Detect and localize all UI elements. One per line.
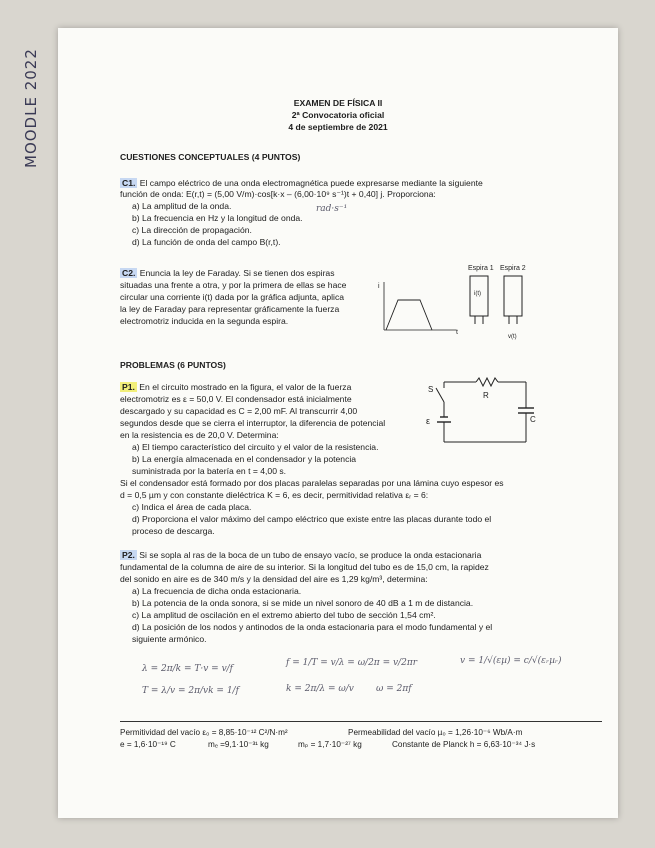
p1-tag: P1. [122, 382, 135, 392]
switch-label: S [428, 385, 434, 394]
p1-line5: en la resistencia es de 20,0 V. Determina: [120, 430, 279, 440]
espira1-label: Espira 1 [468, 265, 494, 272]
p2-item-c: c) La amplitud de oscilación en el extremo abierto del tubo de sección 1,54 cm². [132, 610, 436, 620]
section-heading-problemas: PROBLEMAS (6 PUNTOS) [120, 360, 226, 370]
c1-item-c: c) La dirección de propagación. [132, 225, 252, 235]
p1-item-b-cont: suministrada por la batería en t = 4,00 s. [132, 466, 287, 476]
handwritten-formula: f = 1/T = v/λ = ω/2π = v/2πr [286, 658, 418, 668]
switch [436, 388, 444, 402]
c1-line1: C1. El campo eléctrico de una onda electromagnética puede expresarse mediante la siguiente [122, 178, 483, 188]
p1-line1: P1. En el circuito mostrado en la figura, el valor de la fuerza [122, 382, 352, 392]
c1-annotation: rad·s⁻¹ [316, 204, 348, 214]
c1-line2: función de onda: E(r,t) = (5,00 V/m)·cos[k·x – (6,00·10⁹ s⁻¹)t + 0,40] j. Proporciona: [120, 189, 436, 199]
espira2 [504, 276, 522, 316]
c1-item-b: b) La frecuencia en Hz y la longitud de onda. [132, 213, 303, 223]
p2-line1: P2. Si se sopla al ras de la boca de un tubo de ensayo vacío, se produce la onda estacionaria [122, 550, 482, 560]
exam-date: 4 de septiembre de 2021 [288, 122, 388, 132]
constant-electron-mass: mₑ =9,1·10⁻³¹ kg [208, 740, 269, 749]
p1-item-c: c) Indica el área de cada placa. [132, 502, 252, 512]
p2-line2: fundamental de la columna de aire de su interior. Si la longitud del tubo es de 15,0 cm, la rapidez [120, 562, 489, 572]
p1-item-d-cont: proceso de descarga. [132, 526, 215, 536]
c2-line1: C2. Enuncia la ley de Faraday. Si se tienen dos espiras [122, 268, 335, 278]
resistor-label: R [483, 391, 489, 400]
constant-planck: Constante de Planck h = 6,63·10⁻³⁴ J·s [392, 740, 536, 749]
c2-figure [376, 260, 560, 344]
exam-subtitle: 2ª Convocatoria oficial [291, 110, 385, 120]
p1-item-d: d) Proporciona el valor máximo del campo eléctrico que existe entre las placas durante todo el [132, 514, 492, 524]
p2-item-d-cont: siguiente armónico. [132, 634, 207, 644]
c2-line4: la ley de Faraday para representar gráficamente la fuerza [120, 304, 340, 314]
exam-title: EXAMEN DE FÍSICA II [293, 98, 383, 108]
p1-mid1: Si el condensador está formado por dos placas paralelas separadas por una lámina cuyo espesor es [120, 478, 504, 488]
handwritten-side-note: MOODLE 2022 [22, 48, 40, 168]
p2-item-d: d) La posición de los nodos y antinodos de la onda estacionaria para el modo fundamental y el [132, 622, 493, 632]
c2-tag: C2. [122, 268, 136, 278]
espira2-label: Espira 2 [500, 265, 526, 272]
graph-x-label: t [456, 329, 458, 336]
c2-line2: situadas una frente a otra, y por la primera de ellas se hace [120, 280, 347, 290]
handwritten-formula: ω = 2πf [376, 684, 412, 694]
vt-label: v(t) [508, 334, 517, 340]
p2-tag: P2. [122, 550, 135, 560]
handwritten-formula: λ = 2π/k = T·v = v/f [142, 664, 234, 674]
c1-item-d: d) La función de onda del campo B(r,t). [132, 237, 281, 247]
constants-divider [120, 721, 602, 722]
constant-permittivity: Permitividad del vacío ε₀ = 8,85·10⁻¹² C²/N·m² [120, 728, 288, 737]
handwritten-formula: T = λ/v = 2π/vk = 1/f [142, 686, 239, 696]
resistor [476, 378, 498, 386]
c1-tag: C1. [122, 178, 136, 188]
p2-item-b: b) La potencia de la onda sonora, si se mide un nivel sonoro de 40 dB a 1 m de distancia. [132, 598, 474, 608]
current-curve [386, 300, 432, 330]
p2-line3: del sonido en aire es de 340 m/s y la densidad del aire es 1,29 kg/m³, determina: [120, 574, 428, 584]
capacitor-label: C [530, 415, 536, 424]
c1-item-a: a) La amplitud de la onda. [132, 201, 232, 211]
graph-y-label: i [378, 283, 380, 290]
emf-label: ε [426, 416, 431, 426]
c2-line3: circular una corriente i(t) dada por la gráfica adjunta, aplica [120, 292, 345, 302]
c2-line5: electromotriz inducida en la segunda espira. [120, 316, 289, 326]
section-heading-cuestiones: CUESTIONES CONCEPTUALES (4 PUNTOS) [120, 152, 301, 162]
handwritten-formula: k = 2π/λ = ω/v [286, 684, 354, 694]
exam-page [58, 28, 618, 818]
p1-item-b: b) La energía almacenada en el condensador y la potencia [132, 454, 357, 464]
p1-line4: segundos desde que se cierra el interruptor, la diferencia de potencial [120, 418, 386, 428]
p1-line3: descargado y su capacidad es C = 2,00 mF. Al transcurrir 4,00 [120, 406, 358, 416]
p1-line2: electromotriz es ε = 50,0 V. El condensador está inicialmente [120, 394, 352, 404]
handwritten-formula: v = 1/√(εµ) = c/√(εᵣµᵣ) [460, 656, 562, 666]
constant-permeability: Permeabilidad del vacío µ₀ = 1,26·10⁻⁶ Wb/A·m [348, 728, 523, 737]
rc-circuit [426, 370, 538, 452]
p2-item-a: a) La frecuencia de dicha onda estacionaria. [132, 586, 302, 596]
p1-mid2: d = 0,5 µm y con constante dieléctrica K = 6, es decir, permitividad relativa εᵣ = 6: [120, 490, 429, 500]
constant-proton-mass: mₚ = 1,7·10⁻²⁷ kg [298, 740, 362, 749]
it-label: i(t) [474, 291, 481, 297]
p1-item-a: a) El tiempo característico del circuito y el valor de la resistencia. [132, 442, 379, 452]
constant-electron-charge: e = 1,6·10⁻¹⁹ C [120, 740, 176, 749]
